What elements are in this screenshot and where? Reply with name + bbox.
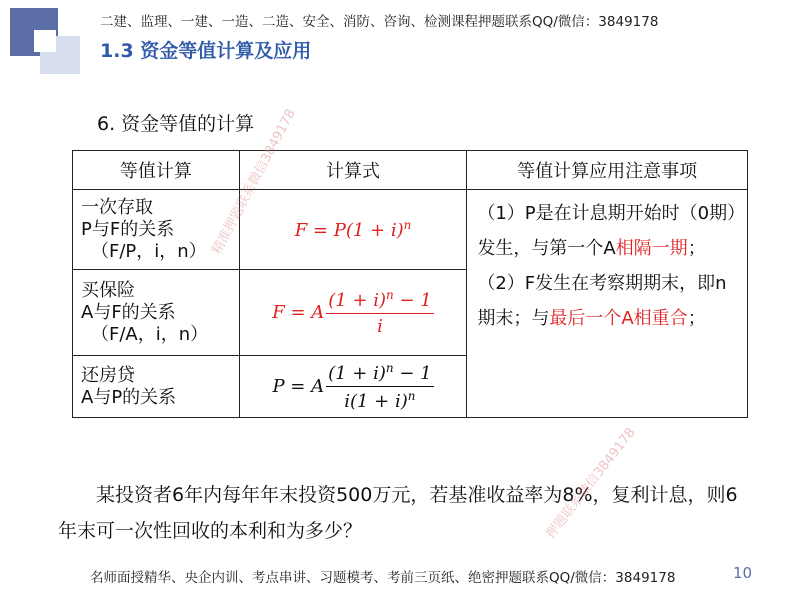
row-label-line: A与P的关系 bbox=[81, 386, 177, 408]
note-2-highlight: 最后一个A相重合 bbox=[549, 308, 688, 329]
row-label-line: （F/A，i，n） bbox=[91, 323, 209, 345]
row-label-line: 买保险 bbox=[81, 279, 135, 301]
row-label bbox=[73, 270, 240, 356]
table-header: 等值计算 bbox=[73, 151, 240, 190]
row-label-line: 一次存取 bbox=[81, 196, 153, 218]
formula-fp bbox=[239, 190, 467, 270]
subheading: 6. 资金等值的计算 bbox=[97, 113, 255, 135]
row-label-line: 还房贷 bbox=[81, 364, 135, 386]
equivalence-table bbox=[72, 150, 748, 418]
table-header: 计算式 bbox=[239, 151, 467, 190]
row-label-line: A与F的关系 bbox=[81, 301, 176, 323]
question-text: 某投资者6年内每年年末投资500万元，若基准收益率为8%，复利计息，则6年末可一次性回收的本利和为多少？ bbox=[58, 484, 738, 542]
decor-square-white bbox=[34, 30, 56, 52]
formula-text: P = A $\frac{(1 + i)^n - 1}{i(1 + i)^n}$ bbox=[272, 361, 432, 412]
page-number: 10 bbox=[733, 564, 753, 582]
row-label bbox=[73, 356, 240, 418]
formula-text: F = A $\frac{(1 + i)^n - 1}{i}$ bbox=[272, 288, 432, 337]
table-header: 等值计算应用注意事项 bbox=[467, 151, 748, 190]
section-title: 1.3 资金等值计算及应用 bbox=[100, 40, 312, 62]
row-label-line: P与F的关系 bbox=[81, 218, 175, 240]
row-label-line: （F/P，i，n） bbox=[91, 240, 207, 262]
note-1-highlight: 相隔一期 bbox=[615, 238, 688, 259]
note-2: （2）F发生在考察期期末，即n期末；与最后一个A相重合； bbox=[477, 273, 727, 329]
notes-cell bbox=[467, 190, 748, 418]
formula-pa bbox=[239, 356, 467, 418]
watermark: 精准押题联系微信3849178 bbox=[209, 106, 299, 257]
formula-fa bbox=[239, 270, 467, 356]
row-label bbox=[73, 190, 240, 270]
table-row bbox=[73, 190, 748, 270]
top-banner: 二建、监理、一建、一造、二造、安全、消防、咨询、检测课程押题联系QQ/微信：3849178 bbox=[100, 14, 659, 30]
table-header-row bbox=[73, 151, 748, 190]
formula-text: $F = P(1 + i)^n$ bbox=[294, 218, 412, 241]
watermark: 押题联系微信3849178 bbox=[543, 425, 639, 542]
note-1: （1）P是在计息期开始时（0期）发生，与第一个A相隔一期； bbox=[477, 203, 737, 259]
footer-banner: 名师面授精华、央企内训、考点串讲、习题模考、考前三页纸、绝密押题联系QQ/微信：3849178 bbox=[90, 570, 676, 586]
